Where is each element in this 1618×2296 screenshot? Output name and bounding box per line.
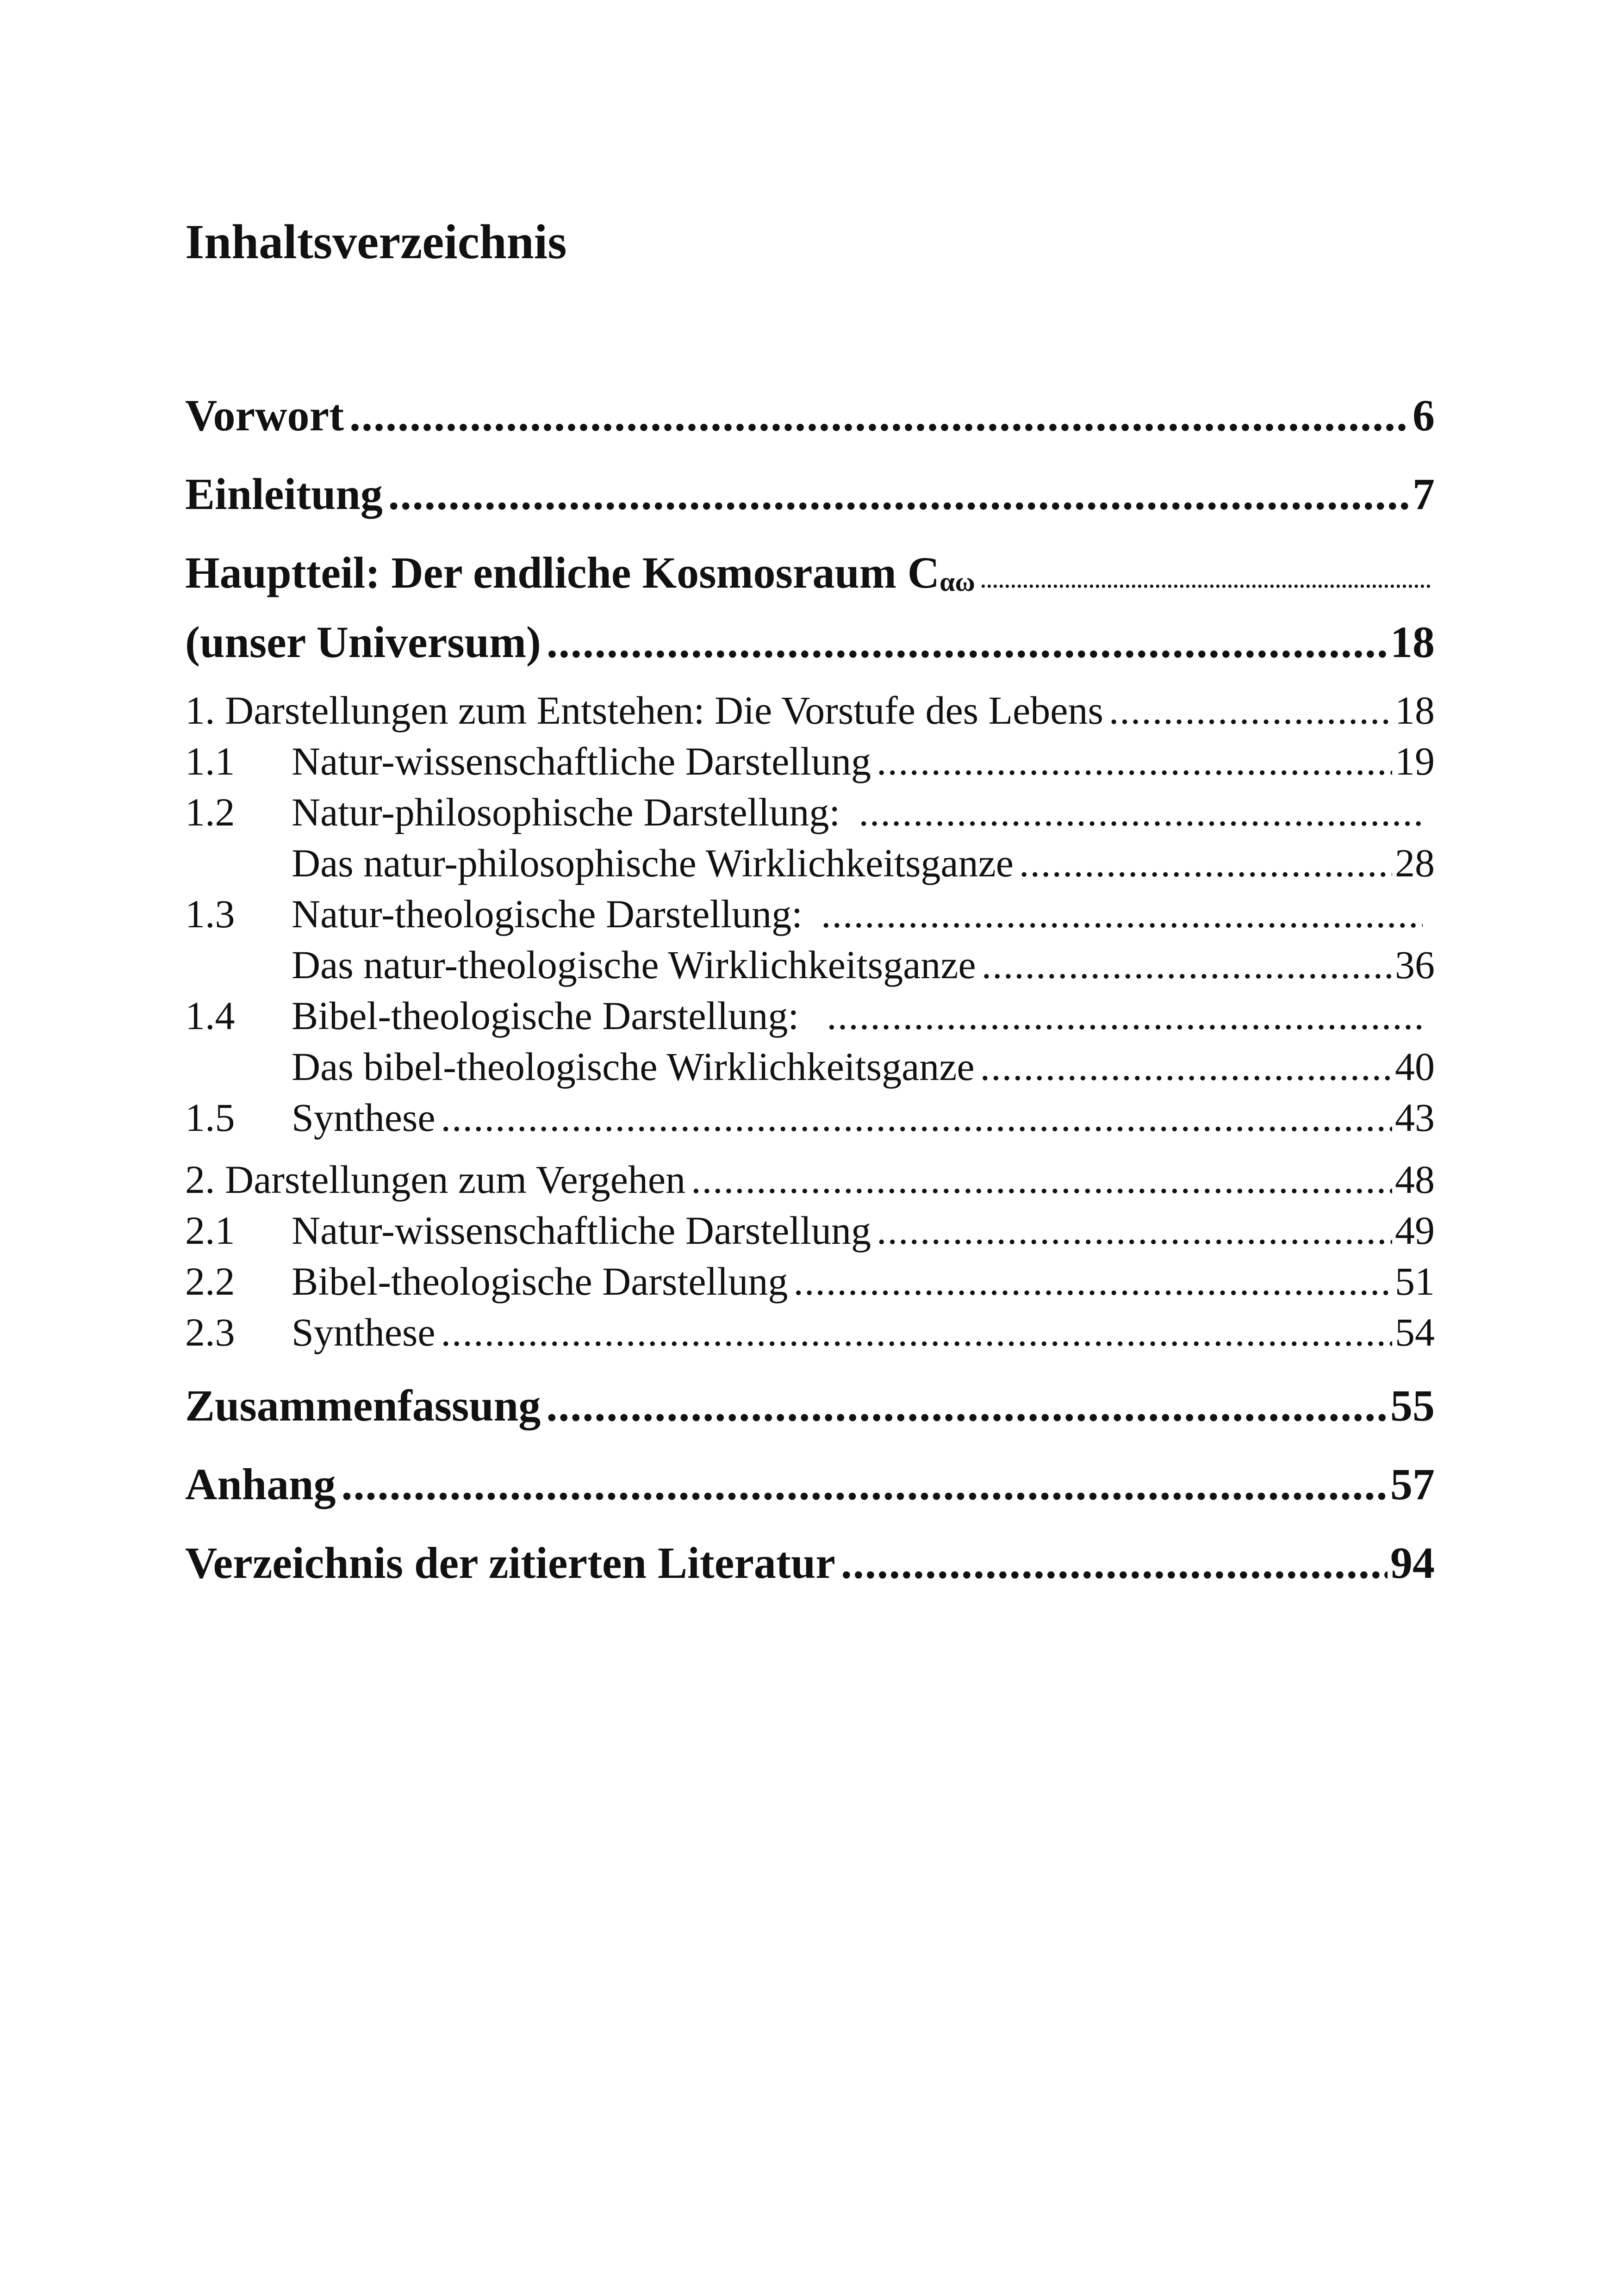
- toc-entry-label: Natur-theologische Darstellung:: [292, 892, 803, 936]
- toc-entry-label: Zusammenfassung: [185, 1381, 541, 1430]
- toc-entry-label: Das bibel-theologische Wirklichkeitsganze: [292, 1044, 975, 1089]
- toc-entry-section-2-1[interactable]: [185, 1205, 1435, 1256]
- toc-entry-label: Synthese: [292, 1310, 436, 1354]
- toc-entry-section-2-3[interactable]: [185, 1307, 1435, 1358]
- toc-page-number: 18: [1390, 617, 1435, 667]
- dot-leader: [342, 1457, 1388, 1512]
- toc-page-number: 57: [1390, 1459, 1435, 1509]
- dot-leader: [441, 1307, 1392, 1358]
- dot-leader: [546, 1378, 1388, 1433]
- dot-leader: [827, 990, 1423, 1041]
- toc-entry-label: Bibel-theologische Darstellung: [292, 1259, 788, 1303]
- toc-page-number: 7: [1413, 469, 1435, 519]
- toc-entry-label: Hauptteil: Der endliche Kosmosraum Cαω: [185, 548, 975, 597]
- toc-section-number: 2.1: [185, 1208, 235, 1253]
- dot-leader: [547, 614, 1388, 670]
- page-title: Inhaltsverzeichnis: [185, 215, 567, 269]
- toc-section-number: 1.4: [185, 993, 235, 1038]
- toc-page-number: 48: [1395, 1157, 1435, 1202]
- toc-section-number: 1.2: [185, 790, 235, 834]
- toc-entry-label: 2. Darstellungen zum Vergehen: [185, 1157, 686, 1202]
- toc-entry-section-2-2[interactable]: [185, 1256, 1435, 1307]
- dot-leader: [1109, 685, 1392, 736]
- toc-page-number: 28: [1395, 841, 1435, 885]
- toc-entry-label: Einleitung: [185, 469, 383, 519]
- toc-entry-section-1-3-continued[interactable]: [185, 939, 1435, 990]
- toc-entry-hauptteil-continued[interactable]: [185, 614, 1435, 670]
- toc-entry-label: 1. Darstellungen zum Entstehen: Die Vorstufe des Lebens: [185, 688, 1103, 732]
- toc-section-number: 1.3: [185, 892, 235, 936]
- toc-page-number: 6: [1413, 391, 1435, 440]
- dot-leader: [841, 1535, 1388, 1591]
- dot-leader: [1019, 838, 1392, 888]
- toc-page-number: 18: [1395, 688, 1435, 732]
- dot-leader: [821, 888, 1423, 939]
- dot-leader: [441, 1092, 1392, 1143]
- dot-leader: [349, 388, 1410, 443]
- toc-section-number: 2.3: [185, 1310, 235, 1354]
- toc-entry-label: Verzeichnis der zitierten Literatur: [185, 1538, 835, 1588]
- toc-entry-vorwort[interactable]: [185, 388, 1435, 443]
- toc-page-number: 51: [1395, 1259, 1435, 1303]
- dot-leader: [982, 939, 1392, 990]
- toc-section-number: 1.1: [185, 739, 235, 783]
- toc-page-number: 55: [1390, 1381, 1435, 1430]
- dot-leader: [980, 1041, 1392, 1092]
- toc-entry-label: Bibel-theologische Darstellung:: [292, 993, 799, 1038]
- toc-section-number: 1.5: [185, 1095, 235, 1140]
- toc-entry-zusammenfassung[interactable]: [185, 1378, 1435, 1433]
- toc-page-number: 54: [1395, 1310, 1435, 1354]
- toc-entry-label: Synthese: [292, 1095, 436, 1140]
- toc-entry-literatur[interactable]: [185, 1535, 1435, 1591]
- toc-entry-label: Vorwort: [185, 391, 344, 440]
- dot-leader: [877, 736, 1392, 787]
- dot-leader: [859, 787, 1423, 838]
- toc-entry-label: (unser Universum): [185, 617, 541, 667]
- toc-entry-section-1-4-continued[interactable]: [185, 1041, 1435, 1092]
- toc-page-number: 19: [1395, 739, 1435, 783]
- toc-page-number: 43: [1395, 1095, 1435, 1140]
- toc-entry-anhang[interactable]: [185, 1457, 1435, 1512]
- toc-entry-section-1-2[interactable]: [185, 787, 1425, 838]
- toc-entry-section-1-1[interactable]: [185, 736, 1435, 787]
- toc-entry-label: Das natur-theologische Wirklichkeitsganze: [292, 943, 976, 987]
- toc-entry-label: Das natur-philosophische Wirklichkeitsganze: [292, 841, 1014, 885]
- toc-entry-label: Natur-philosophische Darstellung:: [292, 790, 840, 834]
- toc-entry-section-1-4[interactable]: [185, 990, 1425, 1041]
- toc-entry-section-1-5[interactable]: [185, 1092, 1435, 1143]
- dot-leader: [793, 1256, 1392, 1307]
- toc-section-number: 2.2: [185, 1259, 235, 1303]
- toc-page-number: 40: [1395, 1044, 1435, 1089]
- toc-page-number: 36: [1395, 943, 1435, 987]
- toc-entry-einleitung[interactable]: [185, 466, 1435, 522]
- table-of-contents: [185, 0, 1435, 2296]
- toc-page-number: 49: [1395, 1208, 1435, 1253]
- dot-leader: [388, 466, 1410, 522]
- toc-entry-section-2[interactable]: [185, 1154, 1435, 1205]
- toc-entry-section-1-3[interactable]: [185, 888, 1425, 939]
- toc-entry-label: Natur-wissenschaftliche Darstellung: [292, 1208, 871, 1253]
- dot-leader: [877, 1205, 1392, 1256]
- subscript-alpha-omega: αω: [940, 566, 975, 597]
- toc-entry-hauptteil[interactable]: [185, 545, 1435, 601]
- toc-entry-section-1-2-continued[interactable]: [185, 838, 1435, 888]
- dot-leader: [981, 553, 1432, 601]
- toc-entry-label: Natur-wissenschaftliche Darstellung: [292, 739, 871, 783]
- toc-page-number: 94: [1390, 1538, 1435, 1588]
- dot-leader: [691, 1154, 1392, 1205]
- toc-entry-section-1[interactable]: [185, 685, 1435, 736]
- toc-entry-label: Anhang: [185, 1459, 336, 1509]
